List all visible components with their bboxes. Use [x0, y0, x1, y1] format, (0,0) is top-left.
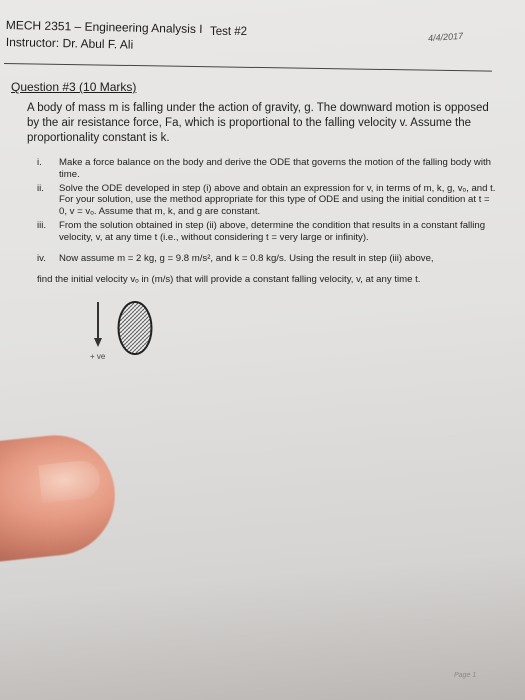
item-text: From the solution obtained in step (ii) above, determine the condition that results in a constant falling velocity, v, at any time t (i.e., without considering t = very large or infinity). — [59, 219, 486, 243]
item-text: Solve the ODE developed in step (i) above and obtain an expression for v, in terms of m, k, g, vₒ, and t. For your solution, use the method appropriate for this type of ODE and using the initial condition at t = 0, v = vₒ. Assume that m, k, and g are constant. — [59, 182, 496, 218]
exam-date: 4/4/2017 — [427, 30, 464, 44]
direction-arrow — [97, 302, 99, 340]
instructor-name: Instructor: Dr. Abul F. Ali — [5, 35, 134, 52]
arrow-head-icon — [94, 338, 102, 347]
question-items — [37, 157, 497, 288]
item-text-continued: find the initial velocity vₒ in (m/s) that will provide a constant falling velocity, v, at any time t. — [37, 274, 421, 286]
item-number: i. — [37, 157, 42, 168]
question-item — [37, 183, 497, 218]
problem-statement: A body of mass m is falling under the action of gravity, g. The downward motion is opposed by the air resistance force, Fa, which is proportional to the falling velocity v. Assume the proportionality constant is k. — [27, 102, 489, 144]
question-item — [37, 157, 497, 181]
question-title: Question #3 (10 Marks) — [11, 80, 137, 94]
direction-label: + ve — [90, 352, 106, 361]
item-number: iii. — [37, 219, 47, 231]
item-text: Now assume m = 2 kg, g = 9.8 m/s², and k = 0.8 kg/s. Using the result in step (iii) above, — [59, 252, 434, 264]
item-number: iv. — [37, 252, 46, 264]
question-item — [37, 220, 497, 244]
course-title: MECH 2351 – Engineering Analysis I — [5, 18, 203, 37]
question-item — [37, 253, 497, 287]
item-number: ii. — [37, 182, 44, 194]
page-number: Page 1 — [454, 672, 477, 679]
item-text: Make a force balance on the body and derive the ODE that governs the motion of the falling body with time. — [59, 157, 491, 180]
falling-body-icon — [117, 300, 153, 356]
test-number: Test #2 — [210, 26, 248, 38]
